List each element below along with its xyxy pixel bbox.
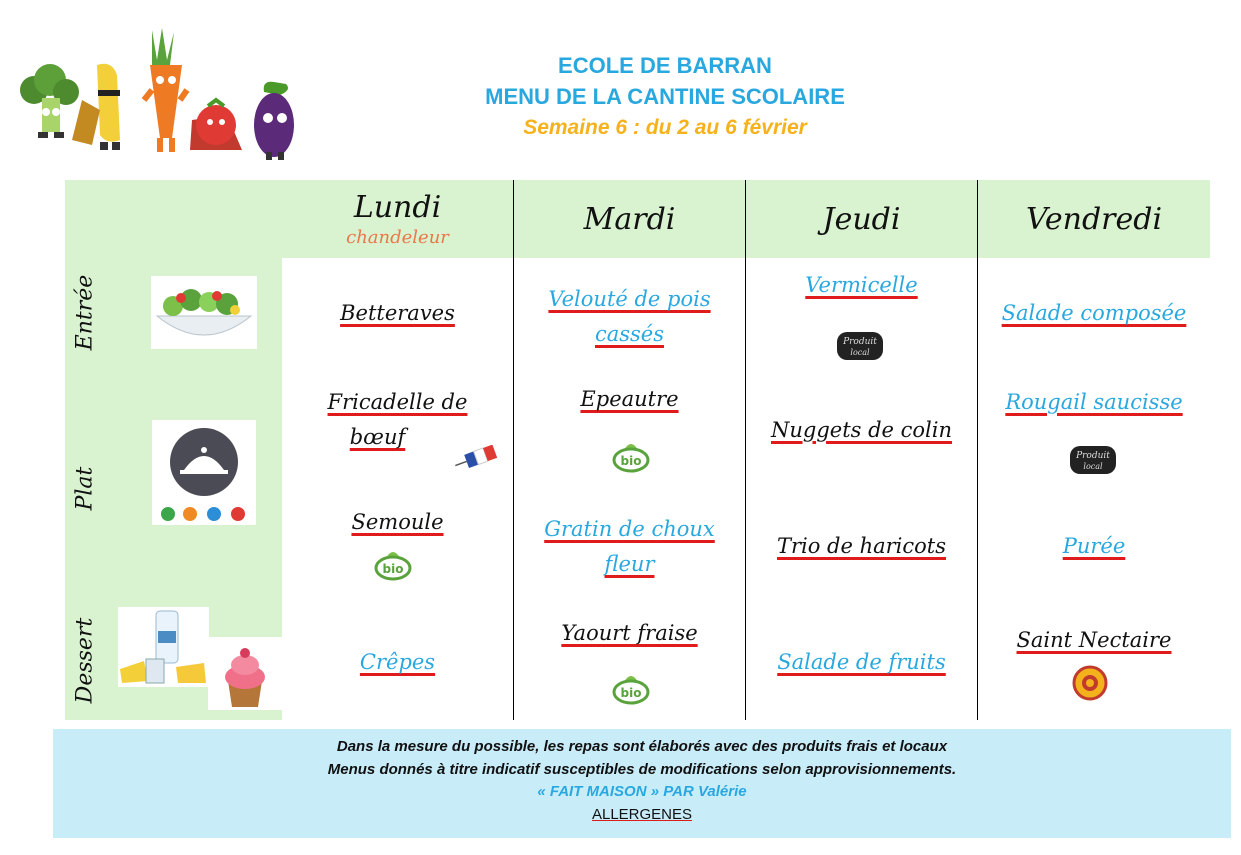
- main-dish-cloche-icon: [152, 420, 256, 525]
- jeudi-entree: Vermicelle: [805, 273, 918, 297]
- header: [0, 50, 1241, 144]
- salad-bowl-icon: [151, 276, 257, 349]
- lundi-plat-2: Semoule: [351, 510, 444, 534]
- day-name: Jeudi: [822, 201, 901, 237]
- mardi-plat-2: Gratin de choux fleur: [544, 517, 715, 576]
- svg-text:Produit: Produit: [843, 337, 877, 347]
- svg-text:Produit: Produit: [1076, 451, 1110, 461]
- row-label-dessert: Dessert: [72, 617, 98, 704]
- french-origin-tag-icon: [452, 445, 500, 471]
- footer-fait-maison: « FAIT MAISON » PAR Valérie: [537, 783, 747, 800]
- day-header-mardi: [514, 180, 745, 258]
- day-subtitle: chandeleur: [346, 227, 449, 248]
- footer-line-fresh-local: Dans la mesure du possible, les repas sont élaborés avec des produits frais et locaux: [336, 738, 948, 755]
- bio-label-icon: [374, 546, 412, 582]
- lundi-entree: Betteraves: [340, 301, 455, 325]
- jeudi-plat-1: Nuggets de colin: [770, 418, 952, 442]
- page-title: MENU DE LA CANTINE SCOLAIRE: [485, 84, 845, 109]
- jeudi-dessert: Salade de fruits: [777, 650, 946, 674]
- vendredi-entree: Salade composée: [1001, 301, 1187, 325]
- aop-label-icon: [1072, 665, 1108, 701]
- day-header-jeudi: [746, 180, 977, 258]
- day-header-lundi: [282, 180, 513, 258]
- day-name: Vendredi: [1025, 201, 1163, 237]
- day-name: Lundi: [353, 190, 442, 225]
- vendredi-plat-1: Rougail saucisse: [1005, 390, 1183, 414]
- column-divider: [745, 180, 746, 720]
- dairy-products-icon: [118, 607, 209, 687]
- mardi-entree: Velouté de pois cassés: [548, 287, 711, 346]
- mardi-plat-1: Epeautre: [580, 387, 679, 411]
- mardi-dessert: Yaourt fraise: [561, 621, 698, 645]
- svg-text:bio: bio: [382, 562, 404, 576]
- lundi-dessert: Crêpes: [359, 650, 436, 674]
- bio-label-icon: [612, 670, 650, 706]
- row-label-entree: Entrée: [72, 274, 98, 351]
- vendredi-plat-2: Purée: [1062, 534, 1126, 558]
- week-label: Semaine 6 : du 2 au 6 février: [523, 116, 807, 139]
- row-label-plat: Plat: [72, 466, 98, 511]
- footer-notes: [53, 729, 1231, 838]
- cupcake-icon: [208, 637, 282, 710]
- day-name: Mardi: [583, 201, 676, 237]
- svg-text:bio: bio: [620, 686, 642, 700]
- lundi-plat-1: Fricadelle de bœuf: [327, 390, 468, 449]
- local-product-label-icon: [835, 330, 885, 362]
- svg-text:bio: bio: [620, 454, 642, 468]
- footer-line-indicative: Menus donnés à titre indicatif susceptibles de modifications selon approvisionnements.: [327, 760, 957, 778]
- svg-text:local: local: [850, 348, 870, 357]
- bio-label-icon: [612, 438, 650, 474]
- allergens-link[interactable]: ALLERGENES: [591, 805, 693, 823]
- vendredi-dessert: Saint Nectaire: [1016, 628, 1172, 652]
- day-header-vendredi: [978, 180, 1210, 258]
- school-name: ECOLE DE BARRAN: [558, 53, 772, 78]
- local-product-label-icon: [1068, 444, 1118, 476]
- svg-text:local: local: [1083, 462, 1103, 471]
- jeudi-plat-2: Trio de haricots: [776, 534, 947, 558]
